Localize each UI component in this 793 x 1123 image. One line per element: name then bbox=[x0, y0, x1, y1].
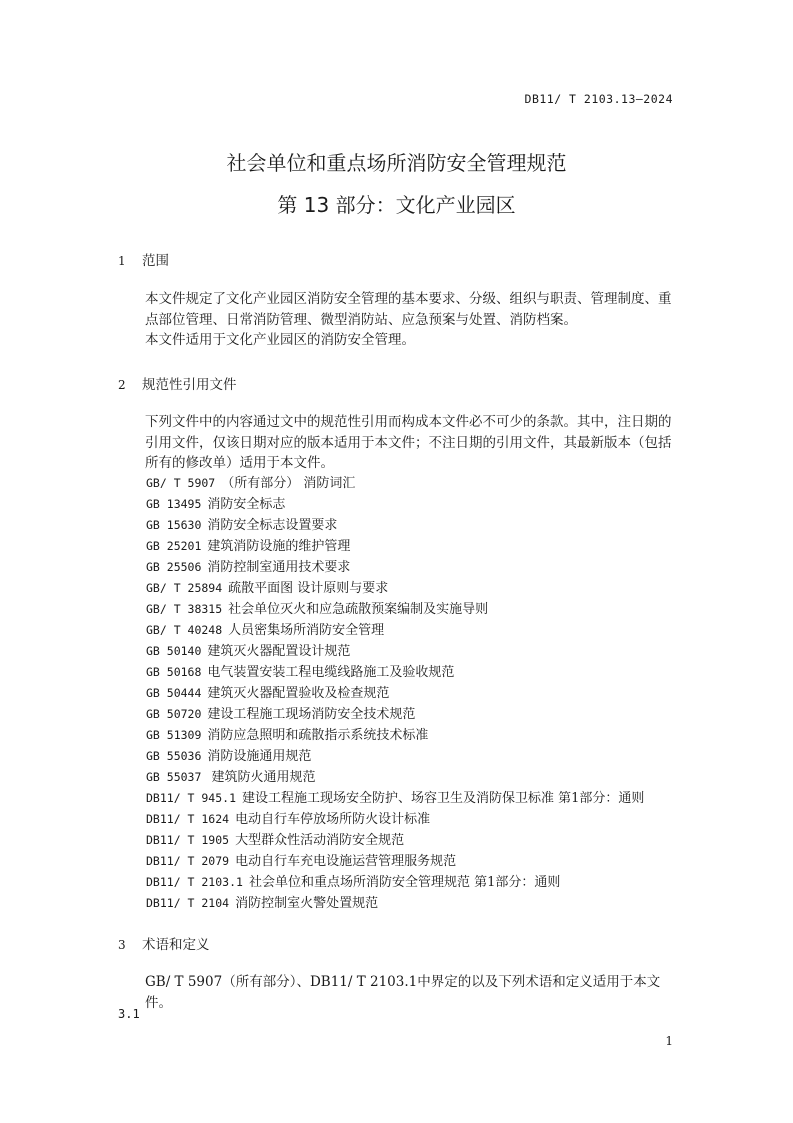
reference-title: 消防控制室通用技术要求 bbox=[207, 560, 351, 575]
normative-references-list bbox=[146, 473, 644, 914]
reference-item bbox=[146, 872, 644, 893]
reference-item bbox=[146, 620, 644, 641]
reference-code: GB 25506 bbox=[146, 560, 202, 574]
reference-title: 消防控制室火警处置规范 bbox=[235, 896, 379, 911]
reference-title: （所有部分） 消防词汇 bbox=[221, 476, 356, 491]
reference-code: DB11/ T 1905 bbox=[146, 833, 230, 847]
paragraph: 本文件适用于文化产业园区的消防安全管理。 bbox=[145, 332, 415, 348]
reference-title: 电动自行车停放场所防火设计标准 bbox=[235, 812, 431, 827]
reference-item bbox=[146, 515, 644, 536]
reference-code: GB 13495 bbox=[146, 497, 202, 511]
reference-item bbox=[146, 599, 644, 620]
reference-code: GB 15630 bbox=[146, 518, 202, 532]
reference-code: GB 51309 bbox=[146, 728, 202, 742]
section-2-intro bbox=[118, 412, 683, 474]
reference-code: GB/ T 38315 bbox=[146, 602, 223, 616]
reference-code: GB 50140 bbox=[146, 644, 202, 658]
reference-item bbox=[146, 809, 644, 830]
reference-item bbox=[146, 641, 644, 662]
reference-item bbox=[146, 788, 644, 809]
reference-title: 建筑消防设施的维护管理 bbox=[207, 539, 351, 554]
reference-code: GB 50444 bbox=[146, 686, 202, 700]
reference-item bbox=[146, 767, 644, 788]
reference-item bbox=[146, 725, 644, 746]
reference-title: 消防安全标志设置要求 bbox=[207, 518, 338, 533]
reference-code: DB11/ T 945.1 bbox=[146, 791, 237, 805]
section-number: 2 bbox=[118, 378, 126, 392]
page-number: 1 bbox=[665, 1034, 673, 1048]
reference-item bbox=[146, 830, 644, 851]
reference-title: 疏散平面图 设计原则与要求 bbox=[228, 581, 389, 596]
reference-item bbox=[146, 536, 644, 557]
section-1-body bbox=[118, 289, 683, 351]
reference-item bbox=[146, 473, 644, 494]
section-1-heading bbox=[118, 249, 169, 269]
reference-code: GB 25201 bbox=[146, 539, 202, 553]
reference-item bbox=[146, 746, 644, 767]
reference-code: DB11/ T 2103.1 bbox=[146, 875, 243, 889]
document-title: 社会单位和重点场所消防安全管理规范 bbox=[226, 151, 567, 175]
section-title: 规范性引用文件 bbox=[142, 377, 237, 393]
reference-title: 电气装置安装工程电缆线路施工及验收规范 bbox=[207, 665, 455, 680]
reference-code: GB/ T 40248 bbox=[146, 623, 223, 637]
reference-item bbox=[146, 704, 644, 725]
document-id: DB11/ T 2103.13—2024 bbox=[524, 92, 673, 106]
reference-title: 建筑防火通用规范 bbox=[207, 770, 316, 785]
paragraph: 本文件规定了文化产业园区消防安全管理的基本要求、分级、组织与职责、管理制度、重点部位管理、日常消防管理、微型消防站、应急预案与处置、消防档案。 bbox=[145, 291, 672, 328]
section-2-heading bbox=[118, 373, 237, 393]
reference-item bbox=[146, 662, 644, 683]
reference-code: DB11/ T 2079 bbox=[146, 854, 230, 868]
reference-code: GB 50168 bbox=[146, 665, 202, 679]
reference-title: 建筑灭火器配置设计规范 bbox=[207, 644, 351, 659]
reference-item bbox=[146, 893, 644, 914]
clause-number: 3.1 bbox=[118, 1007, 140, 1021]
reference-item bbox=[146, 683, 644, 704]
reference-code: DB11/ T 1624 bbox=[146, 812, 230, 826]
reference-title: 社会单位灭火和应急疏散预案编制及实施导则 bbox=[228, 602, 489, 617]
reference-title: 消防应急照明和疏散指示系统技术标准 bbox=[207, 728, 429, 743]
reference-title: 大型群众性活动消防安全规范 bbox=[235, 833, 405, 848]
reference-title: 消防安全标志 bbox=[207, 497, 286, 512]
section-number: 3 bbox=[118, 938, 126, 952]
reference-item bbox=[146, 557, 644, 578]
reference-title: 消防设施通用规范 bbox=[207, 749, 312, 764]
reference-title: 建设工程施工现场消防安全技术规范 bbox=[207, 707, 416, 722]
reference-code: GB 55036 bbox=[146, 749, 202, 763]
reference-title: 建设工程施工现场安全防护、场容卫生及消防保卫标准 第1部分：通则 bbox=[242, 791, 645, 806]
reference-code: GB 55037 bbox=[146, 770, 202, 784]
section-3-intro bbox=[118, 972, 683, 1013]
reference-code: GB 50720 bbox=[146, 707, 202, 721]
paragraph: 下列文件中的内容通过文中的规范性引用而构成本文件必不可少的条款。其中，注日期的引用文件，仅该日期对应的版本适用于本文件；不注日期的引用文件，其最新版本（包括所有的修改单）适用于本文件。 bbox=[145, 414, 672, 471]
section-title: 术语和定义 bbox=[142, 937, 210, 953]
reference-code: GB/ T 25894 bbox=[146, 581, 223, 595]
reference-item bbox=[146, 494, 644, 515]
reference-code: GB/ T 5907 bbox=[146, 476, 216, 490]
section-3-heading bbox=[118, 933, 210, 953]
section-number: 1 bbox=[118, 254, 126, 268]
section-title: 范围 bbox=[142, 253, 169, 269]
reference-code: DB11/ T 2104 bbox=[146, 896, 230, 910]
document-subtitle: 第 13 部分：文化产业园区 bbox=[277, 193, 516, 217]
reference-title: 人员密集场所消防安全管理 bbox=[228, 623, 385, 638]
reference-title: 建筑灭火器配置验收及检查规范 bbox=[207, 686, 390, 701]
reference-item bbox=[146, 578, 644, 599]
reference-title: 电动自行车充电设施运营管理服务规范 bbox=[235, 854, 457, 869]
reference-item bbox=[146, 851, 644, 872]
reference-title: 社会单位和重点场所消防安全管理规范 第1部分：通则 bbox=[248, 875, 561, 890]
paragraph: GB/ T 5907（所有部分）、DB11/ T 2103.1中界定的以及下列术语和定义适用于本文件。 bbox=[145, 974, 661, 1011]
